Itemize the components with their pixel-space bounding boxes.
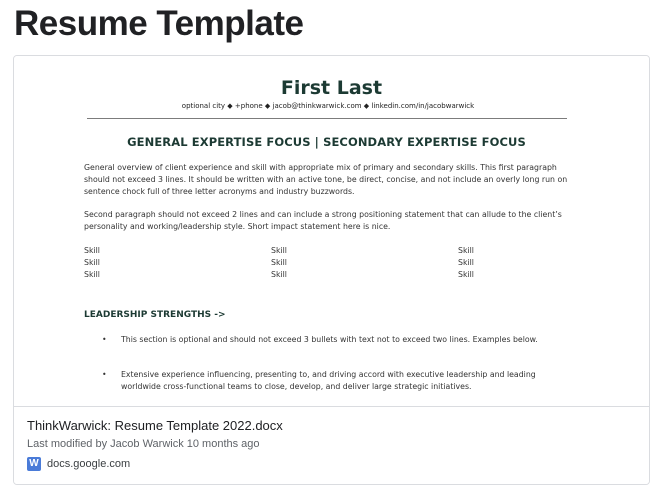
skill-item: Skill (84, 258, 100, 267)
overview-paragraph: General overview of client experience and skill with appropriate mix of primary and secondary skills. This first paragraph should not exceed 3 lines. It should be written with an active tone, be direct, concise, and not include an overly long run on sentence chock full of three letter acronyms and industry buzzwords. (84, 163, 568, 196)
skill-item: Skill (271, 258, 287, 267)
skill-item: Skill (84, 246, 100, 255)
source-domain: docs.google.com (47, 458, 131, 470)
skill-item: Skill (84, 270, 100, 279)
positioning-paragraph: Second paragraph should not exceed 2 lines and can include a strong positioning statement that can allude to the client’s personality and working/leadership style. Short impact statement here is nice. (84, 210, 562, 231)
bullet-text: Extensive experience influencing, presenting to, and driving accord with executive leadership and leading worldwide cross-functional teams to close, develop, and deliver large strategic initiatives. (121, 370, 536, 391)
skill-item: Skill (458, 270, 474, 279)
file-info (14, 406, 649, 485)
header-divider (87, 118, 567, 119)
file-title-link[interactable]: ThinkWarwick: Resume Template 2022.docx (27, 418, 283, 433)
document-preview[interactable] (14, 56, 649, 406)
skill-item: Skill (458, 258, 474, 267)
skill-item: Skill (271, 246, 287, 255)
resume-contact-line: optional city ◆ +phone ◆ jacob@thinkwarwick.com ◆ linkedin.com/in/jacobwarwick (181, 102, 475, 110)
skills-grid (84, 245, 564, 285)
skills-column-2 (271, 245, 287, 281)
link-preview-card[interactable] (13, 55, 650, 485)
leadership-heading: LEADERSHIP STRENGTHS -> (84, 310, 226, 320)
skills-column-3 (458, 245, 474, 281)
expertise-focus-heading: GENERAL EXPERTISE FOCUS | SECONDARY EXPERTISE FOCUS (127, 135, 526, 149)
skills-column-1 (84, 245, 100, 281)
word-doc-icon: W (27, 457, 41, 471)
last-modified-text: Last modified by Jacob Warwick 10 months ago (27, 438, 260, 450)
page-title: Resume Template (14, 4, 304, 43)
bullet-marker: • (102, 335, 107, 344)
bullet-text: This section is optional and should not exceed 3 bullets with text not to exceed two lines. Examples below. (121, 335, 538, 344)
skill-item: Skill (458, 246, 474, 255)
resume-name: First Last (280, 77, 383, 99)
skill-item: Skill (271, 270, 287, 279)
bullet-marker: • (102, 370, 107, 379)
